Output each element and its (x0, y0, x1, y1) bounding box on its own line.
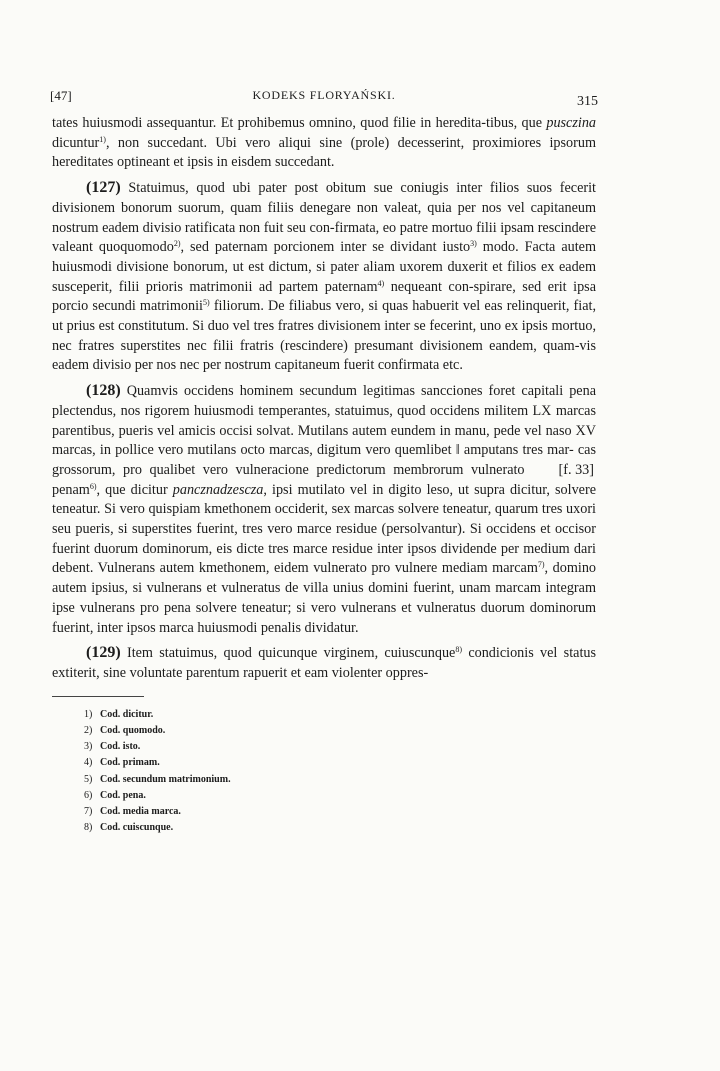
footnote-ref: 2) (173, 239, 181, 249)
book-page (52, 86, 596, 836)
footnote (84, 788, 596, 804)
footnote-rule (52, 696, 144, 697)
footnote (84, 739, 596, 755)
footnote-number: 6) (84, 789, 93, 801)
footnote (84, 772, 596, 788)
folio-marker: [f. 33] (558, 461, 594, 478)
footnote (84, 755, 596, 771)
text-segment: filiorum. De filiabus vero, si quas habuerit vel eas relinquerit, fiat, ut prius est constitutum. Si duo vel tres fratres divisionem inter se fecerint, uno ex ipsis mortuo, nec fratres superstites nec filii fratris (rescindere) presumant divisionem eandem, quam-vis eadem divisio per nos nec per nostrum capitaneum fuerit confirmata etc. (52, 298, 596, 374)
footnote-text: Cod. media marca. (100, 805, 181, 817)
text-segment: Item statuimus, quod quicunque virginem, cuiuscunque (120, 645, 456, 662)
footnote-text: Cod. isto. (100, 741, 141, 753)
text-segment: dicuntur (52, 134, 100, 151)
paragraph (52, 643, 596, 683)
text-segment: cas grossorum, pro qualibet vero vulneracione predictorum membrorum vulnerato penam (52, 442, 596, 498)
footnote-number: 5) (84, 773, 93, 785)
italic-term: pancznadzescza (172, 481, 264, 498)
footnotes (84, 707, 596, 837)
footnote-text: Cod. dicitur. (100, 708, 154, 720)
section-number: (129) (86, 644, 121, 662)
footnote-ref: 3) (470, 239, 477, 249)
main-text (52, 114, 596, 684)
text-segment: , non succedant. Ubi vero aliqui sine (prole) decesserint, proximiores ipsorum hereditates optineant et ipsis in eisdem succedant. (52, 134, 596, 171)
text-segment: , que dicitur (96, 481, 173, 498)
footnote (84, 723, 596, 739)
section-number: (127) (86, 179, 121, 197)
footnote (84, 804, 596, 820)
footnote-text: Cod. primam. (100, 757, 160, 769)
footnote-text: Cod. cuiscunque. (100, 822, 174, 834)
footnote-text: Cod. secundum matrimonium. (100, 773, 231, 785)
section-bracket-number: [47] (50, 88, 72, 103)
paragraph (52, 178, 596, 376)
footnote-ref: 5) (202, 298, 210, 308)
section-number: (128) (86, 382, 121, 400)
footnote-number: 4) (84, 757, 93, 769)
footnote-number: 8) (84, 822, 93, 834)
footnote-number: 3) (84, 741, 93, 753)
footnote (84, 707, 596, 723)
footnote-number: 7) (84, 805, 93, 817)
text-segment: , ipsi mutilato vel in digito leso, ut supra dicitur, solvere teneatur. Si vero quispiam kmethonem occiderit, sex marcas solvere teneatur, quarum tres uxori seu pueris, si superstites fuerint, tres vero marce residue (persolvantur). Si occidens et occisor fuerint duorum dominorum, eis dicte tres marce residue inter ipsos dividende per medium dari debent. Vulnerans autem kmethonem, eidem vulnerato pro vulnere mediam marcam (52, 481, 596, 577)
footnote-ref: 4) (377, 278, 385, 288)
paragraph (52, 381, 596, 638)
text-segment: Statuimus, quod ubi pater post obitum sue coniugis inter filios suos fecerit divisionem bonorum suorum, quam filiis denegare non valeat, quia per nos vel capitaneum nostrum eadem divisio ratificata non fuit seu con-firmata, eo patre mortuo filii ipsam rescindere valeant quoquomodo (52, 180, 596, 256)
footnote-text: Cod. pena. (100, 789, 146, 801)
text-segment: tates huiusmodi assequantur. Et prohibemus omnino, quod filie in heredita-tibus, que (52, 115, 547, 131)
footnote (84, 820, 596, 836)
footnote-number: 2) (84, 724, 93, 736)
page-number: 315 (577, 94, 598, 109)
footnote-ref: 6) (89, 481, 97, 491)
paragraph (52, 114, 596, 173)
running-title: KODEKS FLORYAŃSKI. (252, 88, 396, 102)
text-segment: modo. Facta autem huiusmodi divisione bonorum, ut est dictum, si pater aliam uxorem duxerit et filios ex eadem susceperit, filii prioris matrimonii ad partem paternam (52, 239, 596, 295)
footnote-number: 1) (84, 708, 93, 720)
text-segment: Quamvis occidens hominem secundum legitimas sancciones foret capitali pena plectendus, nos rigorem huiusmodi temperantes, statuimus, quod occidens militem LX marcas parentibus, pueris vel amicis occisi solvat. Mutilans autem eundem in manu, pede vel naso XV marcas, in pollice vero mutilans octo marcas, digitum vero quemlibet ‖ amputans tres mar- (52, 383, 596, 459)
italic-term: pusczina (546, 115, 596, 131)
footnote-text: Cod. quomodo. (100, 724, 166, 736)
text-segment: , domino autem ipsius, si vulnerans et vulneratus de villa unius domini fuerint, unam marcam integram ipse vulnerans pro pena solvere teneatur; si vero vulnerans et vulneratus duorum dominorum fuerint, inter ipsos marca huiusmodi penalis dividatur. (52, 560, 597, 636)
footnote-ref: 7) (537, 560, 545, 570)
footnote-ref: 1) (99, 134, 106, 144)
running-header (52, 86, 596, 114)
text-segment: condicionis vel status extiterit, sine voluntate parentum rapuerit et eam violenter oppres- (52, 645, 596, 681)
footnote-ref: 8) (455, 645, 463, 655)
text-segment: nequeant con-spirare, sed erit ipsa porcio secundi matrimonii (52, 278, 596, 315)
text-segment: , sed paternam porcionem inter se dividant iusto (180, 239, 471, 256)
